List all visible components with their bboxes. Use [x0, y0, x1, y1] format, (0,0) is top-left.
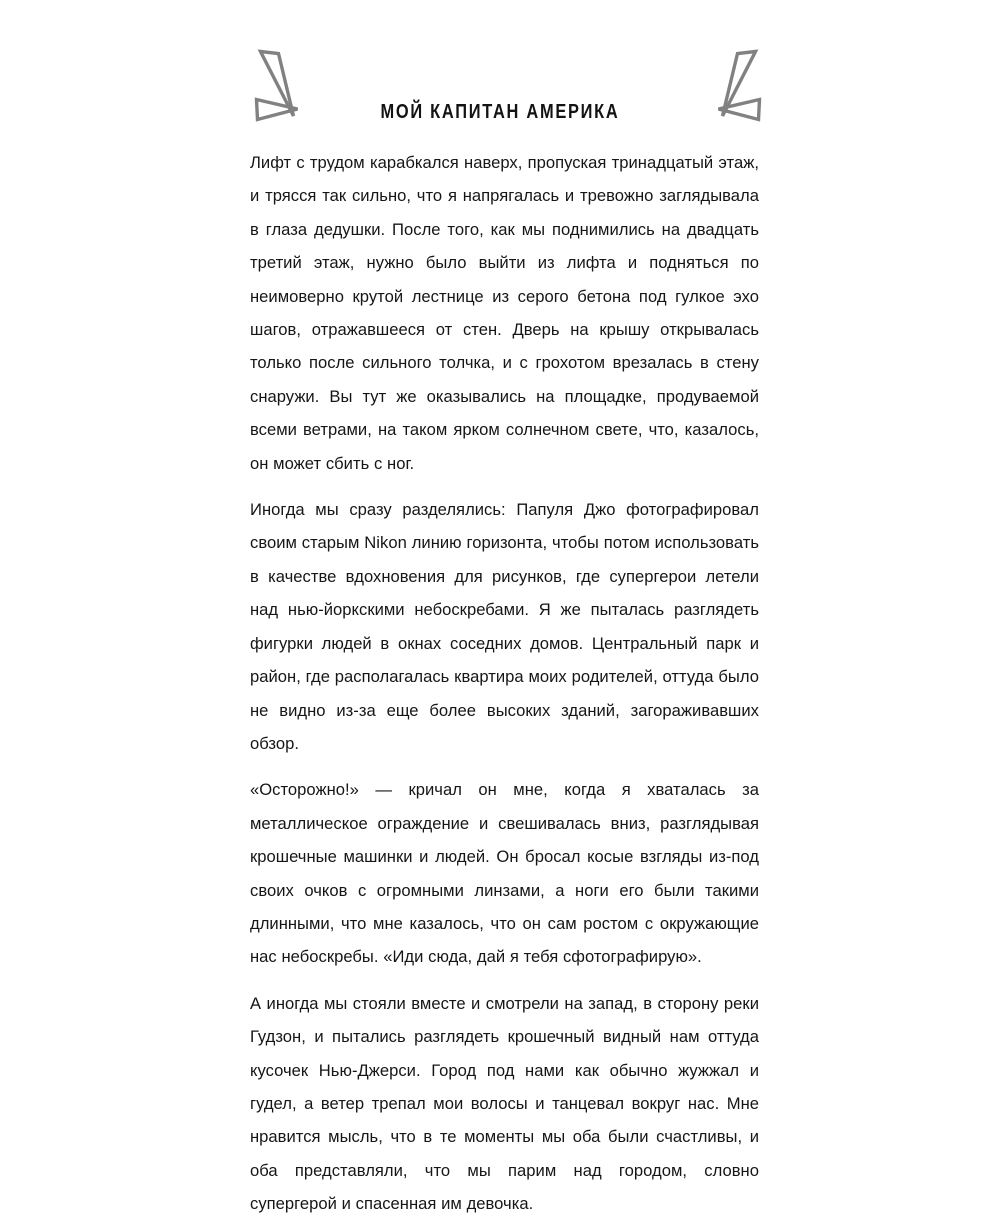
body-paragraph-1: Лифт с трудом карабкался наверх, пропуская тринадцатый этаж, и трясся так сильно, что я напрягалась и тревожно заглядывала в глаза дедушки. После того, как мы поднимились на двадцать третий этаж, нужно было выйти из лифта и подняться по неимоверно крутой лестнице из серого бетона под гулкое эхо шагов, отражавшееся от стен. Дверь на крышу открывалась только после сильного толчка, и с грохотом врезалась в стену снаружи. Вы тут же оказывались на площадке, продуваемой всеми ветрами, на таком ярком солнечном свете, что, казалось, он может сбить с ног. — [250, 153, 759, 473]
chapter-header — [0, 42, 1000, 137]
chapter-title: МОЙ КАПИТАН АМЕРИКА — [380, 101, 620, 124]
body-paragraph-4: А иногда мы стояли вместе и смотрели на запад, в сторону реки Гудзон, и пытались разглядеть крошечный видный нам оттуда кусочек Нью-Джерси. Город под нами как обычно жужжал и гудел, а ветер трепал мои волосы и танцевал вокруг нас. Мне нравится мысль, что в те моменты мы оба были счастливы, и оба представляли, что мы парим над городом, словно супергерой и спасенная им девочка. — [250, 993, 759, 1214]
body-paragraph-3: «Осторожно!» — кричал он мне, когда я хваталась за металлическое ограждение и свешивалась вниз, разглядывая крошечные машинки и людей. Он бросал косые взгляды из-под своих очков с огромными линзами, а ноги его были такими длинными, что мне казалось, что он сам ростом с окружающие нас небоскребы. «Иди сюда, дай я тебя сфотографирую». — [250, 780, 759, 967]
body-text-column — [250, 146, 759, 1221]
body-paragraph-2: Иногда мы сразу разделялись: Папуля Джо фотографировал своим старым Nikon линию горизонта, чтобы потом использовать в качестве вдохновения для рисунков, где супергерои летели над нью-йоркскими небоскребами. Я же пыталась разглядеть фигурки людей в окнах соседних домов. Центральный парк и район, где располагалась квартира моих родителей, оттуда было не видно из-за еще более высоких зданий, загораживавших обзор. — [250, 500, 759, 753]
